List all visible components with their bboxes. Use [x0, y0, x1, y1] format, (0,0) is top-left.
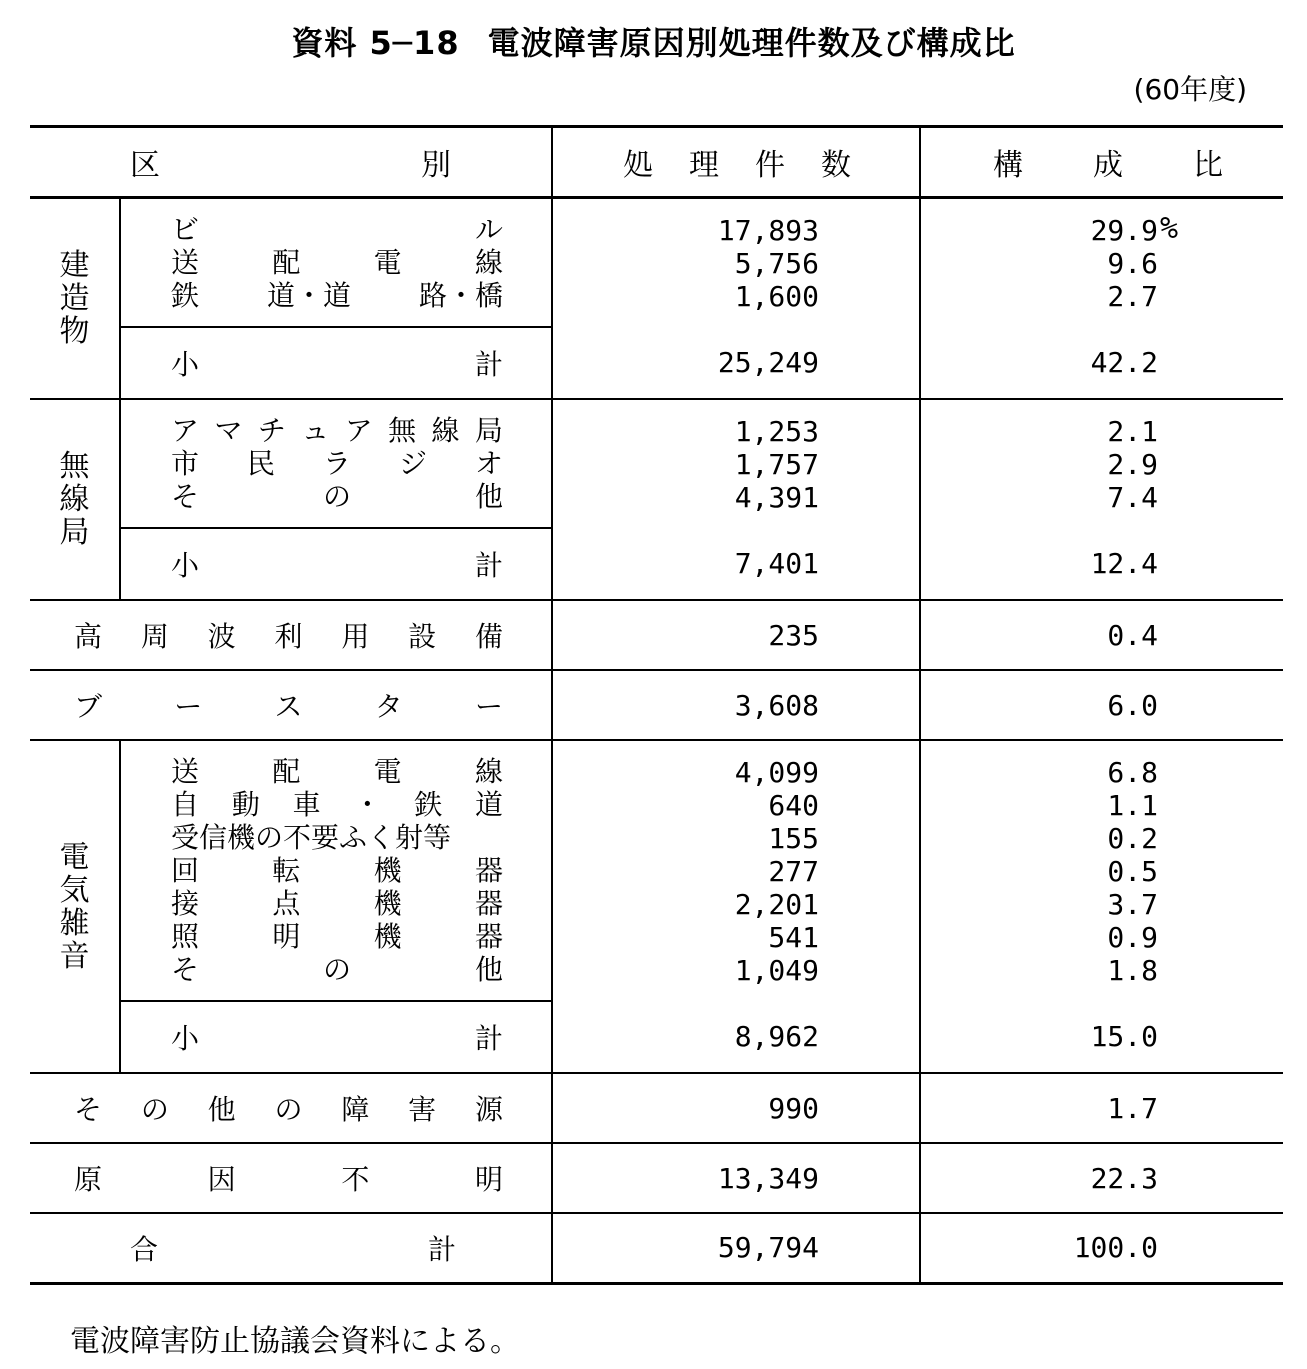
label-char: 照: [171, 920, 200, 953]
label-char: マ: [214, 414, 243, 447]
subtotal-ratio: 12.4: [920, 528, 1283, 600]
label-char: 器: [474, 854, 503, 887]
group-label-char: 物: [59, 314, 90, 349]
item-count: 155: [768, 821, 819, 855]
item-count: 17,893: [717, 213, 819, 247]
label-char: 電: [373, 755, 402, 788]
item-ratios: [920, 740, 1283, 1001]
label-char: ラ: [322, 447, 351, 480]
item-ratios: [920, 399, 1283, 528]
item-ratio: 2.7: [1107, 279, 1158, 313]
item-count: 640: [768, 788, 819, 822]
label-char: 接: [171, 887, 200, 920]
item-count: 1,600: [734, 279, 819, 313]
header-count: 処 理 件 数: [552, 127, 920, 198]
group-label: [30, 740, 120, 1073]
single-row-ratio: 6.0: [920, 670, 1283, 740]
label-char: 市: [171, 447, 200, 480]
group-items-row: [30, 740, 1283, 1001]
label-char: そ: [171, 480, 200, 513]
header-ratio: 構 成 比: [920, 127, 1283, 198]
total-row: [30, 1213, 1283, 1283]
item-label: [171, 821, 503, 854]
label-char: 配: [272, 246, 301, 279]
subtotal-count: 25,249: [552, 327, 920, 399]
label-char: 鉄: [171, 279, 200, 312]
subtotal-ratio: 42.2: [920, 327, 1283, 399]
label-char: 機: [373, 854, 402, 887]
label-char: ー: [474, 690, 503, 723]
label-char: 機: [373, 887, 402, 920]
group-label: [30, 198, 120, 400]
single-row-ratio: 22.3: [920, 1143, 1283, 1213]
label-char: 機: [373, 920, 402, 953]
item-counts: [552, 198, 920, 328]
label-char: 設: [408, 620, 437, 653]
item-ratio: 0.9: [1107, 920, 1158, 954]
item-label: [171, 920, 503, 953]
label-char: 動: [231, 788, 260, 821]
single-row-ratio: 0.4: [920, 600, 1283, 670]
label-char: 源: [474, 1093, 503, 1126]
item-count: 5,756: [734, 246, 819, 280]
document-title: [0, 18, 1307, 64]
item-count: 1,049: [734, 953, 819, 987]
label-char: 道: [474, 788, 503, 821]
item-ratio: 0.2: [1107, 821, 1158, 855]
single-row-count: 3,608: [552, 670, 920, 740]
label-char: 線: [431, 414, 460, 447]
item-ratio: 29.9 %: [1090, 210, 1179, 247]
label-char: の: [322, 953, 351, 986]
item-ratio: 9.6: [1107, 246, 1158, 280]
group-label-char: 造: [59, 281, 90, 316]
label-char: 明: [474, 1163, 503, 1196]
label-char: 器: [474, 920, 503, 953]
label-char: 道・道: [266, 279, 351, 312]
item-count: 4,391: [734, 480, 819, 514]
item-ratio: 1.8: [1107, 953, 1158, 987]
single-row: [30, 1143, 1283, 1213]
label-char: ー: [174, 690, 203, 723]
single-row: [30, 600, 1283, 670]
label-char: 路・橋: [418, 279, 503, 312]
label-char: オ: [474, 447, 503, 480]
label-char: 送: [171, 755, 200, 788]
label-char: 局: [474, 414, 503, 447]
total-row-count: 59,794: [552, 1213, 920, 1283]
group-label-char: 雑: [59, 905, 90, 941]
source-note: 電波障害防止協議会資料による。: [70, 1324, 520, 1359]
label-char: 障: [341, 1093, 370, 1126]
item-labels: [120, 399, 552, 528]
label-char: そ: [74, 1093, 103, 1126]
label-char: 他: [474, 480, 503, 513]
item-label: [171, 414, 503, 447]
label-char: 他: [207, 1093, 236, 1126]
subtotal-count: 7,401: [552, 528, 920, 600]
single-row-count: 235: [552, 600, 920, 670]
label-char: 計: [427, 1232, 456, 1266]
label-char: 無: [388, 414, 417, 447]
item-label: [171, 447, 503, 480]
label-char: 受信機の不要ふく射等: [171, 821, 452, 854]
group-label-char: 気: [59, 872, 90, 908]
label-char: 車: [292, 788, 321, 821]
label-char: 計: [474, 549, 503, 582]
label-char: ア: [171, 414, 200, 447]
subtotal-ratio: 15.0: [920, 1001, 1283, 1073]
item-label: [171, 953, 503, 986]
label-char: 計: [474, 348, 503, 381]
data-table: [30, 125, 1283, 1285]
subtotal-label: [120, 1001, 552, 1073]
label-char: 不: [341, 1163, 370, 1196]
label-char: 転: [272, 854, 301, 887]
label-char: 因: [207, 1163, 236, 1196]
single-row-count: 990: [552, 1073, 920, 1143]
single-row-label: [30, 600, 552, 670]
label-char: 電: [373, 246, 402, 279]
label-char: 害: [408, 1093, 437, 1126]
item-count: 1,253: [734, 414, 819, 448]
label-char: ュ: [301, 414, 330, 447]
item-counts: [552, 740, 920, 1001]
label-char: の: [140, 1093, 169, 1126]
label-char: 利: [274, 620, 303, 653]
item-ratio: 2.1: [1107, 414, 1158, 448]
group-label-char: 音: [59, 938, 90, 974]
label-char: 鉄: [414, 788, 443, 821]
label-char: の: [322, 480, 351, 513]
item-count: 277: [768, 854, 819, 888]
label-char: 明: [272, 920, 301, 953]
item-count: 2,201: [734, 887, 819, 921]
label-char: 器: [474, 887, 503, 920]
header-category: 区 別: [130, 148, 451, 183]
label-char: 計: [474, 1022, 503, 1055]
label-char: 小: [171, 549, 200, 582]
label-char: ア: [344, 414, 373, 447]
total-row-label: [30, 1213, 552, 1283]
item-ratio: 6.8: [1107, 755, 1158, 789]
label-char: 民: [246, 447, 275, 480]
label-char: 高: [74, 620, 103, 653]
item-ratio: 0.5: [1107, 854, 1158, 888]
label-char: タ: [374, 690, 403, 723]
single-row: [30, 670, 1283, 740]
subtotal-row: [30, 327, 1283, 399]
item-ratio: 2.9: [1107, 447, 1158, 481]
label-char: 小: [171, 348, 200, 381]
title-text: 電波障害原因別処理件数及び構成比: [487, 24, 1016, 62]
table-body: [30, 198, 1283, 1284]
label-char: 波: [207, 620, 236, 653]
item-labels: [120, 198, 552, 328]
subtotal-label: [120, 327, 552, 399]
subtotal-label: [120, 528, 552, 600]
item-count: 541: [768, 920, 819, 954]
item-label: [171, 854, 503, 887]
item-ratio: 1.1: [1107, 788, 1158, 822]
single-row-count: 13,349: [552, 1143, 920, 1213]
label-char: ス: [274, 690, 303, 723]
item-counts: [552, 399, 920, 528]
item-count: 1,757: [734, 447, 819, 481]
item-label: [171, 788, 503, 821]
label-char: 備: [474, 620, 503, 653]
item-label: [171, 213, 503, 246]
label-char: 線: [474, 246, 503, 279]
label-char: 原: [74, 1163, 103, 1196]
group-label-char: 無: [59, 449, 90, 484]
label-char: ブ: [74, 690, 103, 723]
item-ratio: 3.7: [1107, 887, 1158, 921]
item-count: 4,099: [734, 755, 819, 789]
single-row: [30, 1073, 1283, 1143]
label-char: 点: [272, 887, 301, 920]
group-items-row: [30, 399, 1283, 528]
label-char: 用: [341, 620, 370, 653]
label-char: ・: [353, 788, 382, 821]
group-items-row: [30, 198, 1283, 328]
item-label: [171, 755, 503, 788]
label-char: 他: [474, 953, 503, 986]
label-char: ジ: [398, 447, 427, 480]
label-char: 送: [171, 246, 200, 279]
subtotal-row: [30, 1001, 1283, 1073]
title-label: 資料 5─18: [291, 24, 460, 62]
single-row-label: [30, 1073, 552, 1143]
group-label-char: 線: [59, 482, 90, 517]
item-label: [171, 887, 503, 920]
label-char: そ: [171, 953, 200, 986]
item-label: [171, 480, 503, 513]
group-label-char: 電: [59, 839, 90, 875]
label-char: チ: [257, 414, 286, 447]
item-label: [171, 246, 503, 279]
subtotal-row: [30, 528, 1283, 600]
subtotal-count: 8,962: [552, 1001, 920, 1073]
single-row-label: [30, 670, 552, 740]
single-row-label: [30, 1143, 552, 1213]
label-char: 線: [474, 755, 503, 788]
header-row: [30, 127, 1283, 198]
label-char: 配: [272, 755, 301, 788]
item-label: [171, 279, 503, 312]
label-char: ビ: [171, 213, 200, 246]
label-char: 周: [140, 620, 169, 653]
label-char: 自: [171, 788, 200, 821]
total-row-ratio: 100.0: [920, 1213, 1283, 1283]
label-char: 合: [130, 1232, 159, 1266]
group-label-char: 局: [59, 515, 90, 550]
group-label-char: 建: [59, 248, 90, 283]
label-char: 回: [171, 854, 200, 887]
label-char: の: [274, 1093, 303, 1126]
unit-note: (60年度): [1133, 73, 1247, 106]
item-ratios: [920, 198, 1283, 328]
item-ratio: 7.4: [1107, 480, 1158, 514]
item-labels: [120, 740, 552, 1001]
single-row-ratio: 1.7: [920, 1073, 1283, 1143]
label-char: 小: [171, 1022, 200, 1055]
group-label: [30, 399, 120, 600]
label-char: ル: [474, 213, 503, 246]
percent-sign: %: [1160, 210, 1179, 246]
